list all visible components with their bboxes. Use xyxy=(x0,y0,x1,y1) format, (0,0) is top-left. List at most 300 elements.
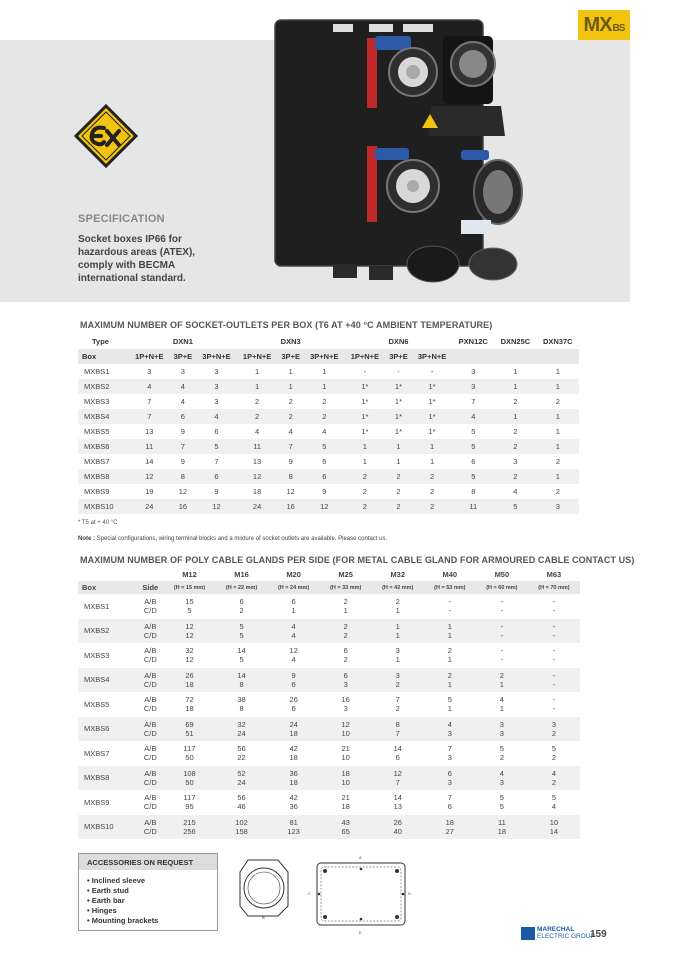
table-cell: 5 xyxy=(471,472,476,481)
table-cell: 19 xyxy=(145,487,154,496)
side-cell: A/B C/D xyxy=(143,670,157,689)
table-cell: 12 xyxy=(212,502,221,511)
table-cell: 52 24 xyxy=(237,768,246,787)
subheader-cell: 1P+N+E xyxy=(345,349,386,364)
box-name-cell: MXBS4 xyxy=(84,675,110,685)
table-cell: 4 xyxy=(471,412,476,421)
table-cell: 117 50 xyxy=(183,744,196,763)
subheader-cell: 1P+N+E xyxy=(129,349,170,364)
table-cell: 21 18 xyxy=(341,793,350,812)
gland-header: M25 xyxy=(338,569,353,579)
table-cell: 11 xyxy=(145,442,154,451)
table-cell: 2 xyxy=(429,487,435,496)
table-row xyxy=(78,815,580,840)
table-cell: 14 xyxy=(145,457,154,466)
gland-header: M20 xyxy=(286,569,301,579)
table-cell: 1* xyxy=(428,412,436,421)
table-row xyxy=(78,424,579,439)
table2-title: MAXIMUM NUMBER OF POLY CABLE GLANDS PER SIDE (FOR METAL CABLE GLAND FOR ARMOURED CABLE CONTACT US) xyxy=(80,555,635,565)
table2-body xyxy=(78,594,580,839)
gland-header: M12 xyxy=(182,569,197,579)
blank-cell xyxy=(137,567,163,581)
table-cell: 7 3 xyxy=(447,744,452,763)
table-row xyxy=(78,643,580,668)
marechal-mark-icon xyxy=(521,927,535,940)
table-cell: 9 xyxy=(322,487,327,496)
box-name-cell: MXBS9 xyxy=(84,797,110,807)
side-cell: A/B C/D xyxy=(143,621,157,640)
table-cell: 1 xyxy=(322,382,327,391)
table-cell: 4 xyxy=(322,427,327,436)
table-cell: 12 xyxy=(320,502,329,511)
table-cell: 4 2 xyxy=(551,768,557,787)
table-cell: 2 xyxy=(513,397,518,406)
brand-line1: MARECHAL xyxy=(537,926,575,933)
table-cell: 7 xyxy=(147,412,152,421)
subheader-cell: 3P+N+E xyxy=(304,349,345,364)
table-cell: 8 xyxy=(180,472,185,481)
box-name-cell: MXBS10 xyxy=(84,502,114,511)
table-cell: 6 xyxy=(180,412,185,421)
table-cell: 1 xyxy=(396,457,401,466)
subheader-cell xyxy=(452,349,494,364)
table-cell: 1* xyxy=(361,427,369,436)
table-cell: 5 4 xyxy=(551,793,557,812)
table-cell: 3 2 xyxy=(551,719,557,738)
subheader-cell: 3P+E xyxy=(385,349,412,364)
gland-dim: (H = 24 mm) xyxy=(268,581,320,594)
subheader-cell: 3P+E xyxy=(170,349,197,364)
table-cell: 5 1 xyxy=(447,695,452,714)
table-cell: 4 3 xyxy=(447,719,452,738)
table-cell: 2 1 xyxy=(499,670,504,689)
table-cell: 26 6 xyxy=(289,695,298,714)
type-label: Type xyxy=(92,337,109,346)
table-row xyxy=(78,741,580,766)
table-cell: 2 2 xyxy=(343,621,348,640)
table-cell: 14 5 xyxy=(237,646,246,665)
table-cell: - - xyxy=(552,646,556,665)
table-cell: 1 xyxy=(288,367,293,376)
table-cell: 1 xyxy=(513,382,518,391)
box-name-cell: MXBS7 xyxy=(84,457,110,466)
table1-title: MAXIMUM NUMBER OF SOCKET-OUTLETS PER BOX (T6 AT +40 °C AMBIENT TEMPERATURE) xyxy=(80,320,493,330)
table-cell: 1 xyxy=(513,412,518,421)
table-cell: 42 18 xyxy=(289,744,298,763)
gland-dim: (H = 15 mm) xyxy=(163,581,215,594)
note-label: Note : xyxy=(78,536,95,542)
box-name-cell: MXBS8 xyxy=(84,472,110,481)
table-cell: 12 xyxy=(252,472,262,481)
specification-title: SPECIFICATION xyxy=(78,213,165,225)
table-cell: 3 xyxy=(214,397,219,406)
gland-header: M63 xyxy=(546,569,562,579)
table1-body xyxy=(78,364,579,514)
side-cell: A/B C/D xyxy=(143,817,157,836)
table-cell: 215 256 xyxy=(183,817,196,836)
accessories-box xyxy=(78,853,218,931)
table-cell: 1 1 xyxy=(395,621,400,640)
table-cell: 7 xyxy=(147,397,152,406)
table-cell: 5 2 xyxy=(499,744,504,763)
table-cell: - xyxy=(430,367,434,376)
atex-ex-icon xyxy=(74,104,138,168)
table-cell: 9 xyxy=(180,427,185,436)
gland-header: M50 xyxy=(494,569,510,579)
table-cell: 2 xyxy=(555,487,560,496)
box-name-cell: MXBS5 xyxy=(84,427,110,436)
table-cell: 2 xyxy=(322,397,327,406)
table-cell: 1 xyxy=(555,382,560,391)
gland-dim: (H = 33 mm) xyxy=(320,581,372,594)
table-cell: 14 13 xyxy=(393,793,402,812)
table-cell: 1 xyxy=(555,442,560,451)
marechal-logo xyxy=(521,927,595,940)
table-cell: 24 xyxy=(252,502,262,511)
gland-header: M32 xyxy=(390,569,406,579)
table-cell: 1 xyxy=(555,472,560,481)
table-cell: 1* xyxy=(394,382,403,391)
table-cell: 6 xyxy=(214,427,219,436)
table-cell: 1* xyxy=(428,382,436,391)
table-cell: - xyxy=(397,367,400,376)
table-cell: 1* xyxy=(428,397,436,406)
table-cell: 6 3 xyxy=(447,768,452,787)
accessories-list xyxy=(79,870,217,926)
table-cell: 24 xyxy=(145,502,154,511)
table1-sub-header xyxy=(78,349,579,364)
table-cell: 108 50 xyxy=(183,768,196,787)
gland-dim: (H = 42 mm) xyxy=(372,581,424,594)
table-cell: 16 xyxy=(178,502,188,511)
table-cell: 5 xyxy=(513,502,518,511)
table-cell: 1 xyxy=(396,442,401,451)
table-cell: - - xyxy=(552,597,556,616)
label-c: C xyxy=(308,891,311,896)
table-cell: 21 10 xyxy=(341,744,350,763)
table-cell: - - xyxy=(500,646,504,665)
table-cell: 6 1 xyxy=(291,597,296,616)
table-cell: 18 10 xyxy=(341,768,350,787)
table-cell: 1 xyxy=(555,412,560,421)
subheader-cell: 3P+N+E xyxy=(412,349,453,364)
table-cell: 3 xyxy=(214,367,219,376)
table-row xyxy=(78,454,579,469)
table-cell: 3 xyxy=(513,457,518,466)
accessory-item: • Earth stud xyxy=(87,886,217,896)
table-cell: 11 xyxy=(253,442,261,451)
label-d: D xyxy=(408,891,411,896)
blank-cell xyxy=(78,567,137,581)
table-cell: 2 xyxy=(396,487,401,496)
table-cell: 12 12 xyxy=(185,621,194,640)
table-cell: 8 xyxy=(288,472,293,481)
table-cell: - - xyxy=(552,670,556,689)
table-cell: 9 6 xyxy=(291,670,296,689)
gland-dim: (H = 53 mm) xyxy=(424,581,476,594)
table-cell: 117 95 xyxy=(183,793,196,812)
table-cell: 13 xyxy=(252,457,262,466)
table-cell: 2 xyxy=(429,472,435,481)
table-cell: 11 18 xyxy=(497,817,507,836)
table-cell: 2 xyxy=(288,397,293,406)
table-cell: 12 xyxy=(286,487,295,496)
table-cell: 4 xyxy=(214,412,219,421)
side-view-drawing xyxy=(238,856,290,922)
table-row xyxy=(78,409,579,424)
box-name-cell: MXBS3 xyxy=(84,650,110,660)
table-cell: 7 6 xyxy=(447,793,452,812)
side-cell: A/B C/D xyxy=(143,646,157,665)
table-cell: 3 1 xyxy=(395,646,400,665)
specification-text: Socket boxes IP66 for hazardous areas (ATEX), comply with BECMA international standard. xyxy=(78,234,196,284)
table-cell: 10 14 xyxy=(549,817,559,836)
table-cell: - xyxy=(363,367,367,376)
table-cell: 2 xyxy=(362,502,367,511)
group-dxn37c: DXN37C xyxy=(542,337,573,346)
subheader-cell xyxy=(494,349,536,364)
table-cell: 5 xyxy=(471,427,476,436)
table-row xyxy=(78,692,580,717)
table-cell: 14 6 xyxy=(393,744,402,763)
table-cell: 5 5 xyxy=(499,793,504,812)
table-cell: 4 xyxy=(288,427,293,436)
table-cell: 5 2 xyxy=(551,744,557,763)
table-cell: 7 xyxy=(471,397,476,406)
table-cell: 1* xyxy=(428,427,436,436)
table-cell: 6 xyxy=(471,457,476,466)
side-cell: A/B C/D xyxy=(143,695,157,714)
table-cell: 56 46 xyxy=(237,793,246,812)
group-dxn25c: DXN25C xyxy=(500,337,531,346)
table-row xyxy=(78,717,580,742)
box-name-cell: MXBS6 xyxy=(84,442,110,451)
subheader-cell: 1P+N+E xyxy=(237,349,278,364)
table-cell: 1 xyxy=(255,367,260,376)
table-cell: 4 1 xyxy=(499,695,504,714)
table-cell: 12 10 xyxy=(341,719,350,738)
table-cell: 1 xyxy=(555,427,560,436)
accessory-item: • Earth bar xyxy=(87,896,217,906)
table-cell: 2 1 xyxy=(447,646,452,665)
table-cell: 6 xyxy=(322,457,327,466)
table-cell: 7 xyxy=(288,442,293,451)
group-dxn6: DXN6 xyxy=(388,337,409,346)
badge-sub: BS xyxy=(612,22,625,34)
table-cell: 3 xyxy=(555,502,560,511)
table-cell: 2 1 xyxy=(343,597,348,616)
group-dxn1: DXN1 xyxy=(172,337,193,346)
table-cell: 4 xyxy=(513,487,518,496)
table-cell: 6 2 xyxy=(343,646,348,665)
page-number: 159 xyxy=(590,929,607,940)
gland-dim: (H = 70 mm) xyxy=(528,581,580,594)
table-cell: 36 18 xyxy=(289,768,298,787)
table-cell: 2 xyxy=(396,502,401,511)
table-cell: 5 xyxy=(322,442,327,451)
note-text: Special configurations, wiring terminal blocks and a mixture of socket outlets are available. Please contact us. xyxy=(95,536,388,542)
table-cell: 3 xyxy=(471,367,476,376)
table-cell: 2 xyxy=(513,427,518,436)
gland-header: M40 xyxy=(442,569,458,579)
table-cell: 5 xyxy=(214,442,219,451)
table-cell: 1 xyxy=(429,442,435,451)
table-cell: 7 xyxy=(180,442,185,451)
table-cell: 26 18 xyxy=(185,670,194,689)
table-row xyxy=(78,619,580,644)
box-name-cell: MXBS9 xyxy=(84,487,110,496)
side-label: Side xyxy=(137,581,163,594)
table-cell: 2 xyxy=(513,472,518,481)
table-cell: 1 xyxy=(362,442,367,451)
table-row xyxy=(78,499,579,514)
table-cell: 1 xyxy=(255,382,260,391)
table-cell: 1* xyxy=(394,397,403,406)
table-cell: 32 24 xyxy=(237,719,246,738)
table-cell: 2 1 xyxy=(447,670,452,689)
table1-note xyxy=(78,536,387,542)
brand-line2: ELECTRIC GROUP xyxy=(537,932,595,940)
table-row xyxy=(78,594,580,619)
table-cell: 56 22 xyxy=(237,744,246,763)
box-name-cell: MXBS10 xyxy=(84,822,114,832)
table-row xyxy=(78,439,579,454)
table-cell: 4 xyxy=(180,382,185,391)
cable-glands-table xyxy=(78,567,580,839)
subheader-cell: Box xyxy=(78,349,129,364)
socket-outlets-table xyxy=(78,334,579,514)
box-label: Box xyxy=(78,581,137,594)
side-cell: A/B C/D xyxy=(143,768,157,787)
table-cell: 26 40 xyxy=(393,817,402,836)
table-row xyxy=(78,484,579,499)
table-cell: 81 123 xyxy=(287,817,300,836)
table-cell: 1 xyxy=(362,457,367,466)
table-cell: 3 xyxy=(180,367,185,376)
table-cell: 2 1 xyxy=(395,597,400,616)
table-cell: 2 xyxy=(288,412,293,421)
table-row xyxy=(78,469,579,484)
table-cell: 6 xyxy=(322,472,327,481)
table-cell: 5 5 xyxy=(239,621,244,640)
table-cell: 4 xyxy=(255,427,260,436)
group-pxn12c: PXN12C xyxy=(458,337,488,346)
table-cell: 6 2 xyxy=(239,597,244,616)
table-cell: 1* xyxy=(361,412,369,421)
subheader-cell: 3P+N+E xyxy=(196,349,237,364)
table-cell: 11 xyxy=(469,502,478,511)
box-name-cell: MXBS3 xyxy=(84,397,110,406)
table-cell: 8 xyxy=(471,487,476,496)
table-cell: 1 xyxy=(322,367,327,376)
table-cell: 1 1 xyxy=(447,621,452,640)
side-cell: A/B C/D xyxy=(143,744,157,763)
table-cell: 7 2 xyxy=(395,695,400,714)
box-name-cell: MXBS2 xyxy=(84,626,110,636)
accessories-title: ACCESSORIES ON REQUEST xyxy=(79,854,217,870)
table-cell: 2 xyxy=(362,472,367,481)
table-cell: 43 65 xyxy=(341,817,350,836)
box-name-cell: MXBS2 xyxy=(84,382,110,391)
table-cell: 1* xyxy=(361,397,369,406)
table-cell: 1 xyxy=(555,367,560,376)
table-cell: 24 18 xyxy=(289,719,298,738)
box-name-cell: MXBS1 xyxy=(84,367,110,376)
table-cell: 42 36 xyxy=(289,793,298,812)
table-cell: 32 12 xyxy=(185,646,194,665)
box-name-cell: MXBS4 xyxy=(84,412,110,421)
table-cell: 12 7 xyxy=(393,768,402,787)
table-cell: 4 xyxy=(180,397,185,406)
gland-header: M16 xyxy=(234,569,249,579)
table-cell: 4 4 xyxy=(291,621,296,640)
side-cell: A/B C/D xyxy=(143,597,157,616)
top-view-drawing xyxy=(305,852,417,938)
table-cell: 2 xyxy=(429,502,435,511)
table-row xyxy=(78,379,579,394)
table-cell: 2 xyxy=(555,397,560,406)
table-cell: 3 2 xyxy=(395,670,400,689)
table-cell: 2 xyxy=(555,457,560,466)
gland-dim: (H = 22 mm) xyxy=(216,581,268,594)
table-cell: - - xyxy=(448,597,452,616)
accessory-item: • Mounting brackets xyxy=(87,916,217,926)
table1-footnote: * T5 at + 40 °C xyxy=(78,520,118,526)
table-cell: 2 xyxy=(396,472,401,481)
table-cell: - - xyxy=(500,621,504,640)
side-cell: A/B C/D xyxy=(143,719,157,738)
table-cell: 1* xyxy=(394,427,403,436)
table-cell: 12 xyxy=(145,472,154,481)
box-name-cell: MXBS1 xyxy=(84,601,110,611)
table-cell: 3 xyxy=(147,367,152,376)
table-cell: 12 4 xyxy=(289,646,298,665)
table-cell: 2 xyxy=(255,397,260,406)
table-cell: 69 51 xyxy=(185,719,194,738)
table-cell: - - xyxy=(552,695,556,714)
table-row xyxy=(78,766,580,791)
table-cell: - - xyxy=(552,621,556,640)
label-b: B xyxy=(262,915,265,920)
accessory-item: • Inclined sleeve xyxy=(87,876,217,886)
table-row xyxy=(78,364,579,379)
box-name-cell: MXBS7 xyxy=(84,748,110,758)
table-cell: 38 8 xyxy=(237,695,246,714)
table-cell: 2 xyxy=(322,412,327,421)
table-cell: 102 158 xyxy=(235,817,248,836)
table-cell: 4 3 xyxy=(499,768,504,787)
subheader-cell: 3P+E xyxy=(277,349,304,364)
table-cell: 1* xyxy=(394,412,403,421)
label-a: A xyxy=(359,855,362,860)
table-row xyxy=(78,668,580,693)
table-cell: 7 xyxy=(214,457,219,466)
table-cell: 1 xyxy=(288,382,293,391)
table-row xyxy=(78,394,579,409)
gland-dim: (H = 60 mm) xyxy=(476,581,528,594)
table-cell: 2 xyxy=(362,487,367,496)
table-cell: 16 xyxy=(286,502,295,511)
table2-dim-header xyxy=(78,581,580,594)
label-e: E xyxy=(359,930,362,935)
series-badge xyxy=(578,10,630,40)
table1-group-header xyxy=(78,334,579,349)
table-cell: 13 xyxy=(145,427,154,436)
table-cell: 8 7 xyxy=(395,719,400,738)
box-name-cell: MXBS8 xyxy=(84,773,110,783)
table-cell: 5 xyxy=(471,442,476,451)
table-cell: 18 27 xyxy=(445,817,454,836)
